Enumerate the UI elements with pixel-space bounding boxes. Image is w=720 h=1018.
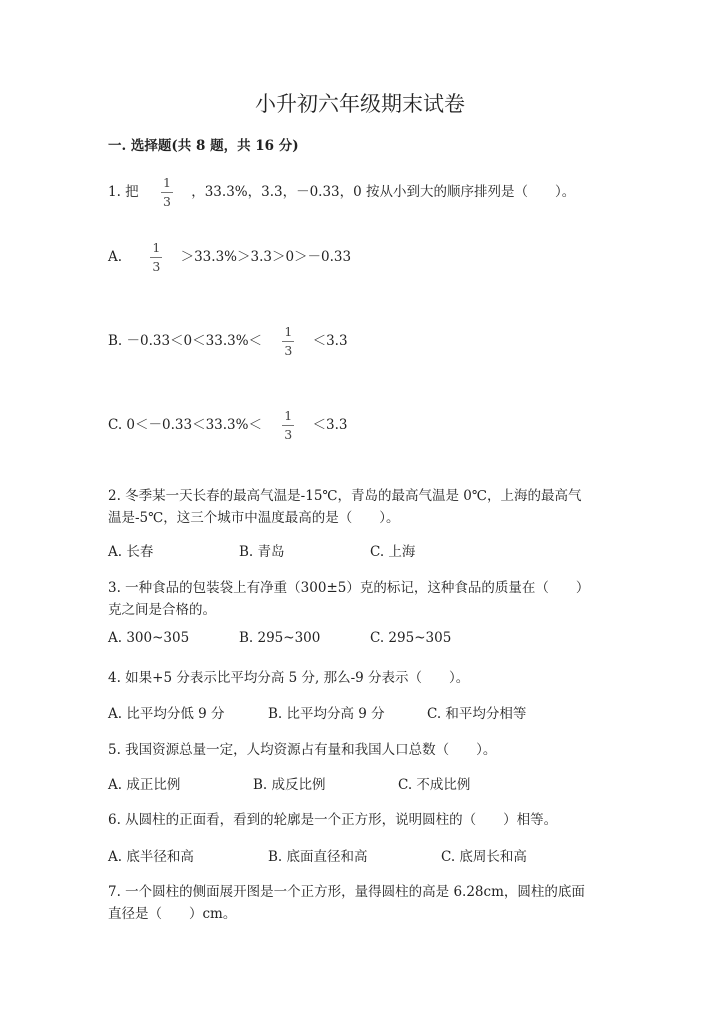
- question-4-line-1: 4. 如果+5 分表示比平均分高 5 分, 那么-9 分表示（ ）。: [108, 670, 470, 686]
- question-3-option-c: C. 295~305: [370, 630, 452, 646]
- section-heading: 一. 选择题(共 8 题，共 16 分): [108, 138, 299, 154]
- question-3-line-2: 克之间是合格的。: [108, 602, 216, 618]
- question-1-prefix: 1. 把: [108, 184, 139, 200]
- page-title: 小升初六年级期末试卷: [255, 92, 465, 116]
- question-1-option-b: [108, 326, 348, 357]
- fraction: [282, 326, 294, 357]
- question-6-option-a: A. 底半径和高: [108, 849, 194, 865]
- question-1: [108, 177, 575, 208]
- question-4-option-c: C. 和平均分相等: [427, 706, 527, 722]
- question-2-option-b: B. 青岛: [239, 544, 285, 560]
- question-3-option-a: A. 300~305: [108, 630, 190, 646]
- question-5-option-c: C. 不成比例: [398, 777, 471, 793]
- option-text: ＞33.3%＞3.3＞0＞－0.33: [180, 249, 352, 265]
- fraction: [282, 410, 294, 441]
- fraction: [150, 242, 162, 273]
- question-2-line-1: 2. 冬季某一天长春的最高气温是-15℃，青岛的最高气温是 0℃，上海的最高气: [108, 488, 582, 504]
- option-text-rest: ＜3.3: [312, 333, 348, 349]
- question-2-line-2: 温是-5℃，这三个城市中温度最高的是（ ）。: [108, 510, 400, 526]
- fraction-numerator: 1: [282, 326, 294, 342]
- option-text: B. －0.33＜0＜33.3%＜: [108, 333, 263, 349]
- fraction-numerator: 1: [282, 410, 294, 426]
- fraction-numerator: 1: [150, 242, 162, 258]
- option-text-rest: ＜3.3: [312, 417, 348, 433]
- fraction-denominator: 3: [284, 342, 293, 358]
- fraction-denominator: 3: [162, 193, 171, 209]
- question-7-line-2: 直径是（ ）cm。: [108, 906, 237, 922]
- question-6-option-b: B. 底面直径和高: [268, 849, 368, 865]
- question-5-option-b: B. 成反比例: [253, 777, 326, 793]
- question-5-option-a: A. 成正比例: [108, 777, 181, 793]
- question-1-suffix: ，33.3%，3.3，－0.33，0 按从小到大的顺序排列是（ ）。: [191, 184, 576, 200]
- question-2-option-c: C. 上海: [370, 544, 416, 560]
- question-3-line-1: 3. 一种食品的包装袋上有净重（300±5）克的标记，这种食品的质量在（ ）: [108, 580, 590, 596]
- fraction: [161, 177, 173, 208]
- question-5-line-1: 5. 我国资源总量一定，人均资源占有量和我国人口总数（ ）。: [108, 742, 497, 758]
- question-1-option-a: [108, 242, 351, 273]
- question-2-option-a: A. 长春: [108, 544, 154, 560]
- question-7-line-1: 7. 一个圆柱的侧面展开图是一个正方形，量得圆柱的高是 6.28cm，圆柱的底面: [108, 884, 585, 900]
- option-label: A.: [108, 249, 123, 265]
- question-3-option-b: B. 295~300: [239, 630, 321, 646]
- question-6-option-c: C. 底周长和高: [441, 849, 527, 865]
- fraction-denominator: 3: [152, 258, 161, 274]
- question-6-line-1: 6. 从圆柱的正面看，看到的轮廓是一个正方形，说明圆柱的（ ）相等。: [108, 812, 558, 828]
- question-1-option-c: [108, 410, 348, 441]
- fraction-numerator: 1: [161, 177, 173, 193]
- option-text: C. 0＜－0.33＜33.3%＜: [108, 417, 262, 433]
- fraction-denominator: 3: [284, 426, 293, 442]
- question-4-option-a: A. 比平均分低 9 分: [108, 706, 225, 722]
- question-4-option-b: B. 比平均分高 9 分: [268, 706, 385, 722]
